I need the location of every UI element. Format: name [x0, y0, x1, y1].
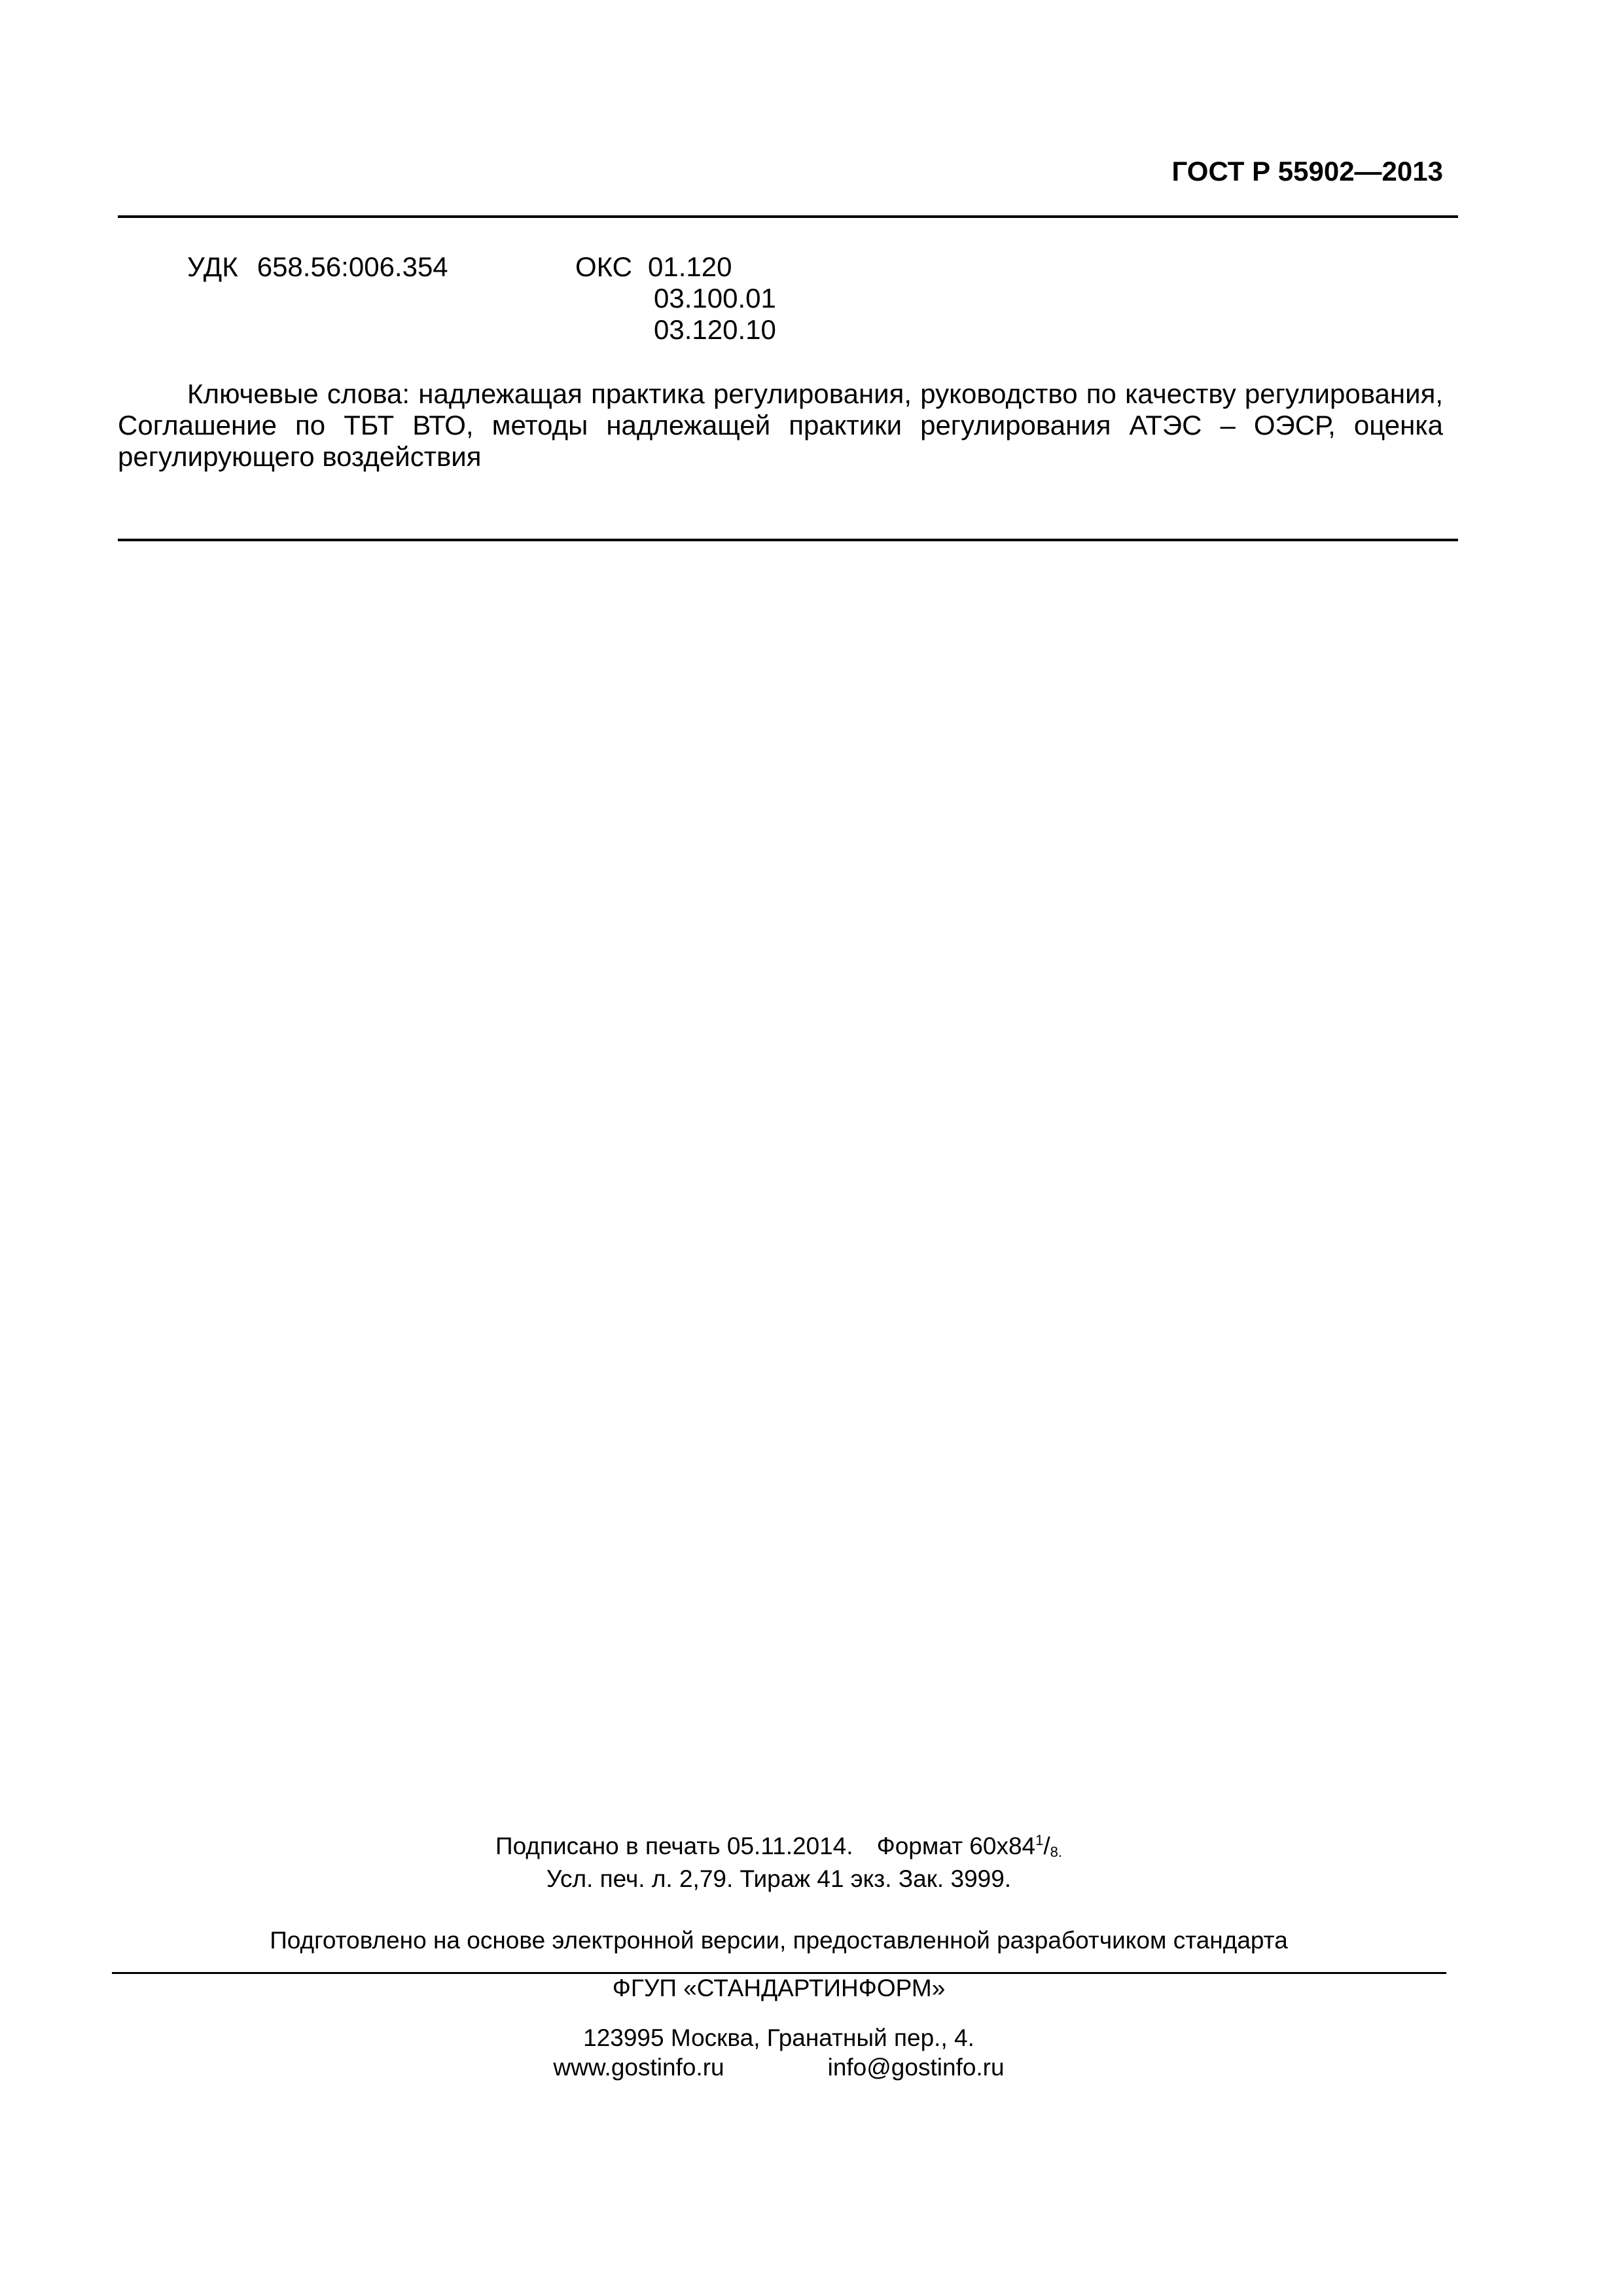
udk-code: 658.56:006.354: [257, 251, 448, 282]
oks-label: ОКС: [575, 251, 632, 282]
keywords-line: Соглашение по ТБТ ВТО, методы надлежащей практики регулирования АТЭС – ОЭСР, оценка: [118, 410, 1443, 440]
format-label: Формат 60x84: [876, 1833, 1036, 1859]
signed-date: Подписано в печать 05.11.2014.: [495, 1833, 853, 1859]
keywords-divider: [118, 539, 1458, 541]
udk-label: УДК: [187, 251, 238, 282]
print-signed-line: [118, 1832, 1440, 1861]
email-link[interactable]: info@gostinfo.ru: [827, 2054, 1005, 2081]
publisher-name: ФГУП «СТАНДАРТИНФОРМ»: [612, 1975, 946, 2001]
keywords-line: регулирующего воздействия: [118, 441, 482, 472]
format-superscript: 1: [1035, 1832, 1044, 1848]
publisher-contacts: [118, 2053, 1440, 2082]
keywords-line: Ключевые слова: надлежащая практика регулирования, руководство по качеству регулирования,: [187, 378, 1443, 409]
format-slash: /: [1043, 1833, 1050, 1859]
oks-code: 01.120: [648, 251, 732, 282]
oks-codes: [648, 251, 776, 346]
oks-code: 03.120.10: [654, 314, 776, 345]
standard-code: ГОСТ Р 55902—2013: [1171, 156, 1443, 187]
print-details: Усл. печ. л. 2,79. Тираж 41 экз. Зак. 3999.: [546, 1865, 1012, 1892]
format-subscript: 8.: [1050, 1844, 1063, 1860]
top-divider: [118, 215, 1458, 218]
website-link[interactable]: www.gostinfo.ru: [553, 2054, 724, 2081]
publisher-address: 123995 Москва, Гранатный пер., 4.: [583, 2024, 974, 2051]
udk-classification: [187, 251, 448, 283]
prepared-note: Подготовлено на основе электронной версии, предоставленной разработчиком стандарта: [270, 1927, 1288, 1954]
oks-code: 03.100.01: [654, 283, 776, 314]
